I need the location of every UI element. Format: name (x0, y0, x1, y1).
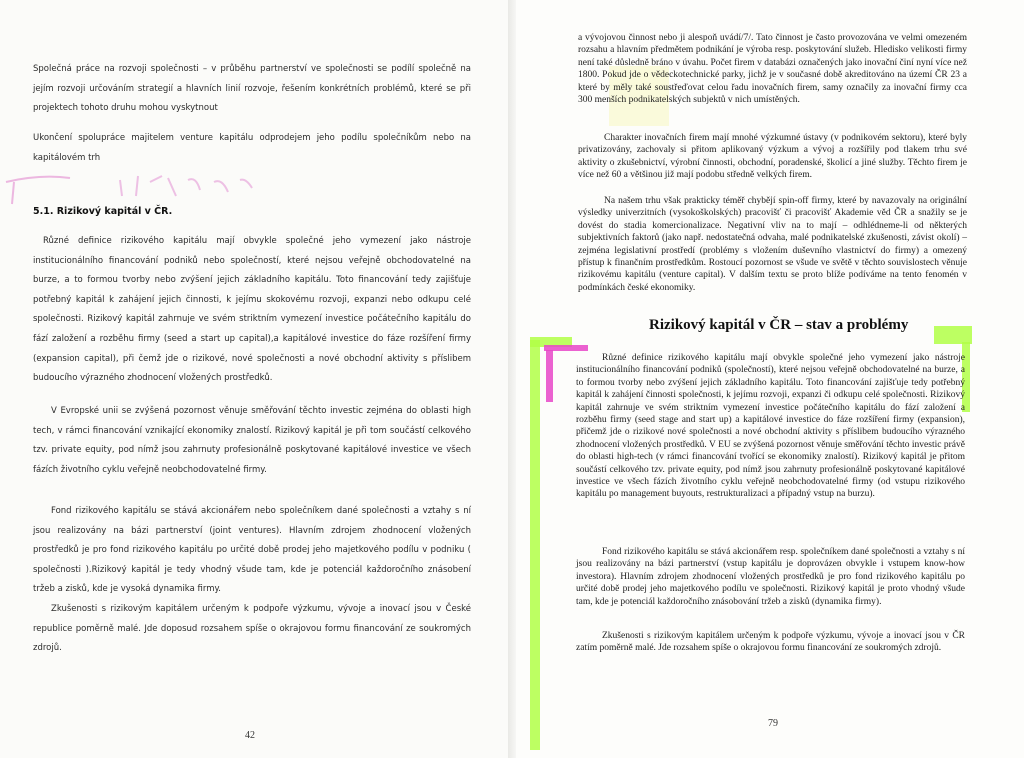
paragraph: Fond rizikového kapitálu se stává akcionářem resp. společníkem dané společnosti a vztahy s ní jsou realizovány na bázi partnerství (vstup kapitálu je doprovázen obvykle i vstupem know-how investora). Hlavním zdrojem zhodnocení vložených prostředků je pro fond rizikového kapitálu po určité době prodej jeho majetkového podílu ve společnosti. Rizikový kapitál je proto vhodný všude tam, kde je potenciál každoročního znásobování tržeb a zisků (dynamika firmy). (576, 547, 965, 607)
section-heading: Rizikový kapitál v ČR – stav a problémy (649, 317, 909, 333)
paragraph: V Evropské unii se zvýšená pozornost věnuje směřování těchto investic zejména do oblasti high tech, v rámci financování vznikající ekonomiky znalostí. Rizikový kapitál je při tom součástí celkového tzv. private equity, pod nímž jsou zahrnuty profesionálně poskytované kapitálové investice ve všech fázích životního cyklu veřejně neobchodovatelné firmy. (33, 406, 471, 475)
paragraph: Zkušenosti s rizikovým kapitálem určeným k podpoře výzkumu, vývoje a inovací jsou v České republice poměrně malé. Jde doposud rozsahem spíše o okrajovou formu financování ze soukromých zdrojů. (33, 604, 471, 654)
paragraph: a vývojovou činnost nebo ji alespoň uvádí/7/. Tato činnost je často provozována ve velmi omezeném rozsahu a hlavním předmětem podnikání je výroba resp. poskytování služeb. Hledisko velikosti firmy není také důsledně bráno v úvahu. Počet firem v databázi označených jako inovační činí nyní více než 1800. Pokud jde o vědeckotechnické parky, jichž je v současné době akreditováno na území ČR 23 a které by měly také soustřeďovat celou řadu inovačních firem, samy označily za inovační firmy cca 300 menších podnikatelských subjektů v nich umístěných. (578, 33, 967, 106)
paragraph: Charakter inovačních firem mají mnohé výzkumné ústavy (v podnikovém sektoru), které byly privatizovány, zachovaly si přitom aplikovaný výzkum a vývoj a rozšířily pod tlakem trhu své aktivity o zkušebnictví, výrobní činnosti, obchodní, poradenské, školicí a jiné služby. Těchto firem je více než 60 a většinou již mají podobu středně velkých firem. (578, 133, 967, 181)
paragraph: Ukončení spolupráce majitelem venture kapitálu odprodejem jeho podílu společníkům nebo na kapitálovém trh (33, 133, 471, 163)
section-heading: 5.1. Rizikový kapitál v ČR. (33, 206, 173, 217)
left-page (0, 0, 508, 758)
page-number: 42 (245, 730, 255, 741)
right-page (516, 0, 1024, 758)
paragraph: Různé definice rizikového kapitálu mají obvykle společné jeho vymezení jako nástroje institucionálního financování podniků nebo společností, které nejsou veřejně obchodovatelné na burze, a to formou tvorby nebo zvýšení jejich základního kapitálu. Toto financování tedy zajišťuje potřebný kapitál k zahájení jejich činnosti, k jejímu skokovému rozvoji, expanzi nebo odkupu celé společnosti. Rizikový kapitál zahrnuje ve svém striktním vymezení investice počátečního kapitálu do fází založení a rozběhu firmy (seed a start up capital),a kapitálové investice do fáze rozšíření firmy (expansion capital), při čemž jde o rizikové, nové společnosti a nové obchodní aktivity s příslibem budoucího výrazného zhodnocení vložených prostředků. (33, 236, 471, 384)
page-number: 79 (768, 718, 778, 729)
paragraph: Zkušenosti s rizikovým kapitálem určeným k podpoře výzkumu, vývoje a inovací jsou v ČR zatím poměrně malé. Jde rozsahem spíše o okrajovou formu financování ze soukromých zdrojů. (576, 631, 965, 654)
paragraph: Na našem trhu však prakticky téměř chybějí spin-off firmy, které by navazovaly na originální výsledky univerzitních (vysokoškolských) pracovišť či pracovišť Akademie věd ČR a snažily se je dovést do stadia komercionalizace. Negativní vliv na to mají – odhlédneme-li od některých subjektivních faktorů (jako např. nedostatečná odvaha, malé podnikatelské zkušenosti, závist okolí) – zejména legislativní prostředí (problémy s vložením duševního vlastnictví do firmy) a omezený přístup k finančním prostředkům. Rostoucí pozornost se všude ve světě v těchto souvislostech věnuje rizikovému kapitálu (venture capital). V dalším textu se proto blíže podíváme na tento fenomén v podmínkách české ekonomiky. (578, 196, 967, 293)
paragraph: Fond rizikového kapitálu se stává akcionářem nebo společníkem dané společnosti a vztahy s ní jsou realizovány na bázi partnerství (joint ventures). Hlavním zdrojem zhodnocení vložených prostředků je pro fond rizikového kapitálu po určité době prodej jeho majetkového podílu v podniku ( společnosti ).Rizikový kapitál je tedy vhodný všude tam, kde je potenciál každoročního znásobení tržeb a zisků, kde je vysoká dynamika firmy. (33, 506, 471, 595)
book-gutter (508, 0, 516, 758)
paragraph: Různé definice rizikového kapitálu mají obvykle společné jeho vymezení jako nástroje institucionálního financování podniků (společností), které nejsou veřejně obchodovatelné na burze, a to formou tvorby nebo zvýšení jejich základního kapitálu. Toto financování zajišťuje tedy potřebný kapitál k zahájení činnosti společnosti, k jejímu rozvoji, expanzi či odkupu celé společnosti. Rizikový kapitál zahrnuje ve svém striktním vymezení investice počátečního kapitálu do fází založení a rozběhu firmy (seed stage and start up) a kapitálové investice do fáze rozšíření firmy (expansion), přičemž jde o rizikové nové společnosti a nové obchodní aktivity s příslibem budoucího výrazného zhodnocení vložených prostředků. V EU se zvýšená pozornost věnuje směřování těchto investic právě do oblasti high-tech (v rámci financování tvořící se ekonomiky znalostí). Rizikový kapitál je přitom součástí celkového tzv. private equity, pod nímž jsou zahrnuty profesionálně poskytované kapitálové investice ve všech fázích životního cyklu veřejně neobchodovatelné firmy (od vstupu rizikového kapitálu po management buyouts, restrukturalizaci a případný vstup na burzu). (576, 353, 965, 500)
green-highlight (530, 340, 540, 750)
paragraph: Společná práce na rozvoji společnosti – v průběhu partnerství ve společnosti se podílí společně na jejím rozvoji určováním strategií a hlavních linií rozvoje, řešením konkrétních problémů, které se při projektech tohoto druhu mohou vyskytnout (33, 64, 471, 114)
pink-marker (546, 350, 553, 402)
